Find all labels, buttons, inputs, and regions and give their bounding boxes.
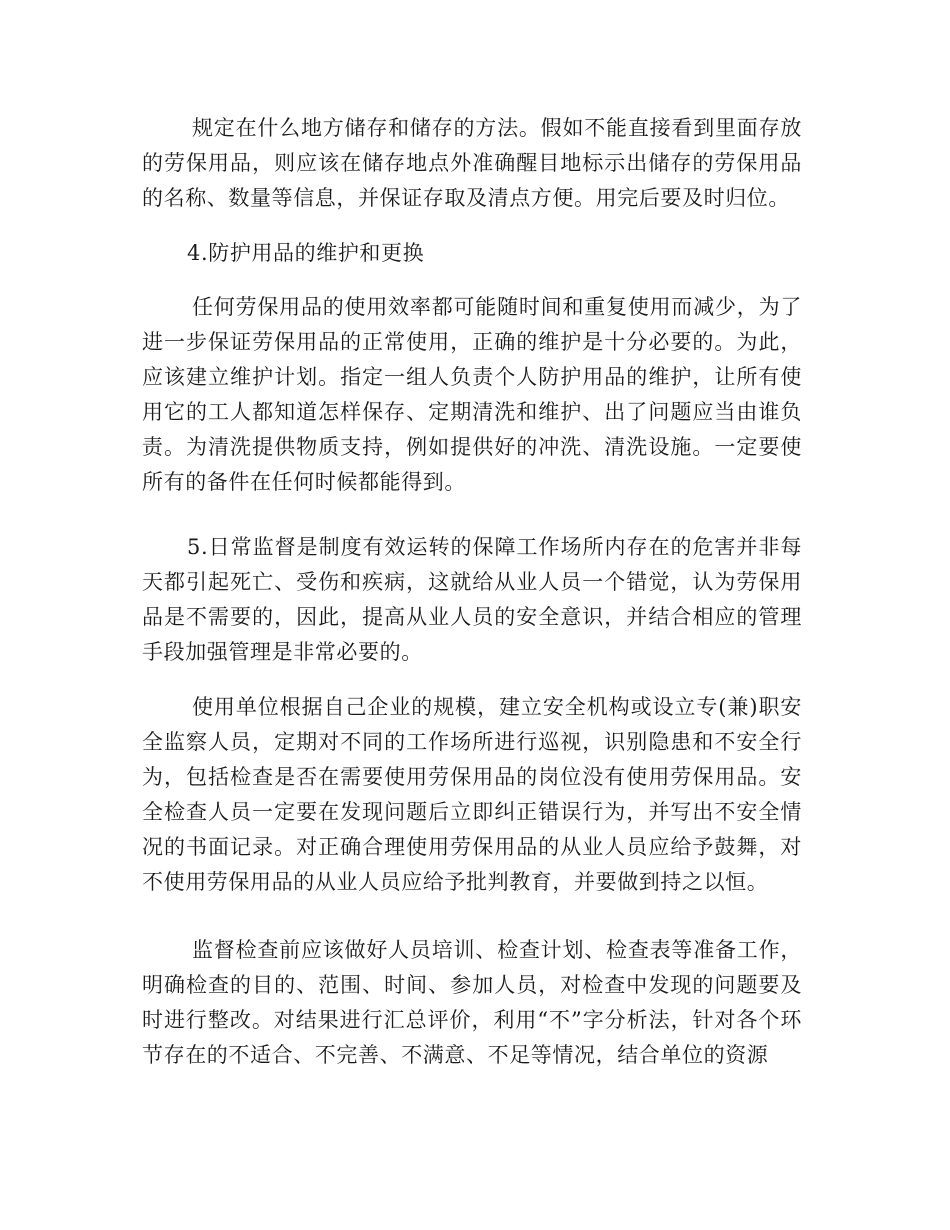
storage-paragraph: 规定在什么地方储存和储存的方法。假如不能直接看到里面存放的劳保用品，则应该在储存地点外准确醒目地标示出储存的劳保用品的名称、数量等信息，并保证存取及清点方便。用完后要及时归位。: [142, 116, 802, 210]
inspection-paragraph: 使用单位根据自己企业的规模，建立安全机构或设立专(兼)职安全监察人员，定期对不同的工作场所进行巡视，识别隐患和不安全行为，包括检查是否在需要使用劳保用品的岗位没有使用劳保用品。安全检查人员一定要在发现问题后立即纠正错误行为，并写出不安全情况的书面记录。对正确合理使用劳保用品的从业人员应给予鼓舞，对不使用劳保用品的从业人员应给予批判教育，并要做到持之以恒。: [142, 695, 802, 894]
maintenance-paragraph: 任何劳保用品的使用效率都可能随时间和重复使用而减少，为了进一步保证劳保用品的正常使用，正确的维护是十分必要的。为此，应该建立维护计划。指定一组人负责个人防护用品的维护，让所有使用它的工人都知道怎样保存、定期清洗和维护、出了问题应当由谁负责。为清洗提供物质支持，例如提供好的冲洗、清洗设施。一定要使所有的备件在任何时候都能得到。: [142, 295, 802, 494]
maintenance-heading: 4.防护用品的维护和更换: [187, 241, 425, 265]
inspection-preparation-paragraph: 监督检查前应该做好人员培训、检查计划、检查表等准备工作，明确检查的目的、范围、时间、参加人员，对检查中发现的问题要及时进行整改。对结果进行汇总评价，利用“不”字分析法，针对各个环节存在的不适合、不完善、不满意、不足等情况，结合单位的资源: [142, 938, 802, 1067]
supervision-paragraph: 5.日常监督是制度有效运转的保障工作场所内存在的危害并非每天都引起死亡、受伤和疾病，这就给从业人员一个错觉，认为劳保用品是不需要的，因此，提高从业人员的安全意识，并结合相应的管理手段加强管理是非常必要的。: [142, 535, 802, 664]
